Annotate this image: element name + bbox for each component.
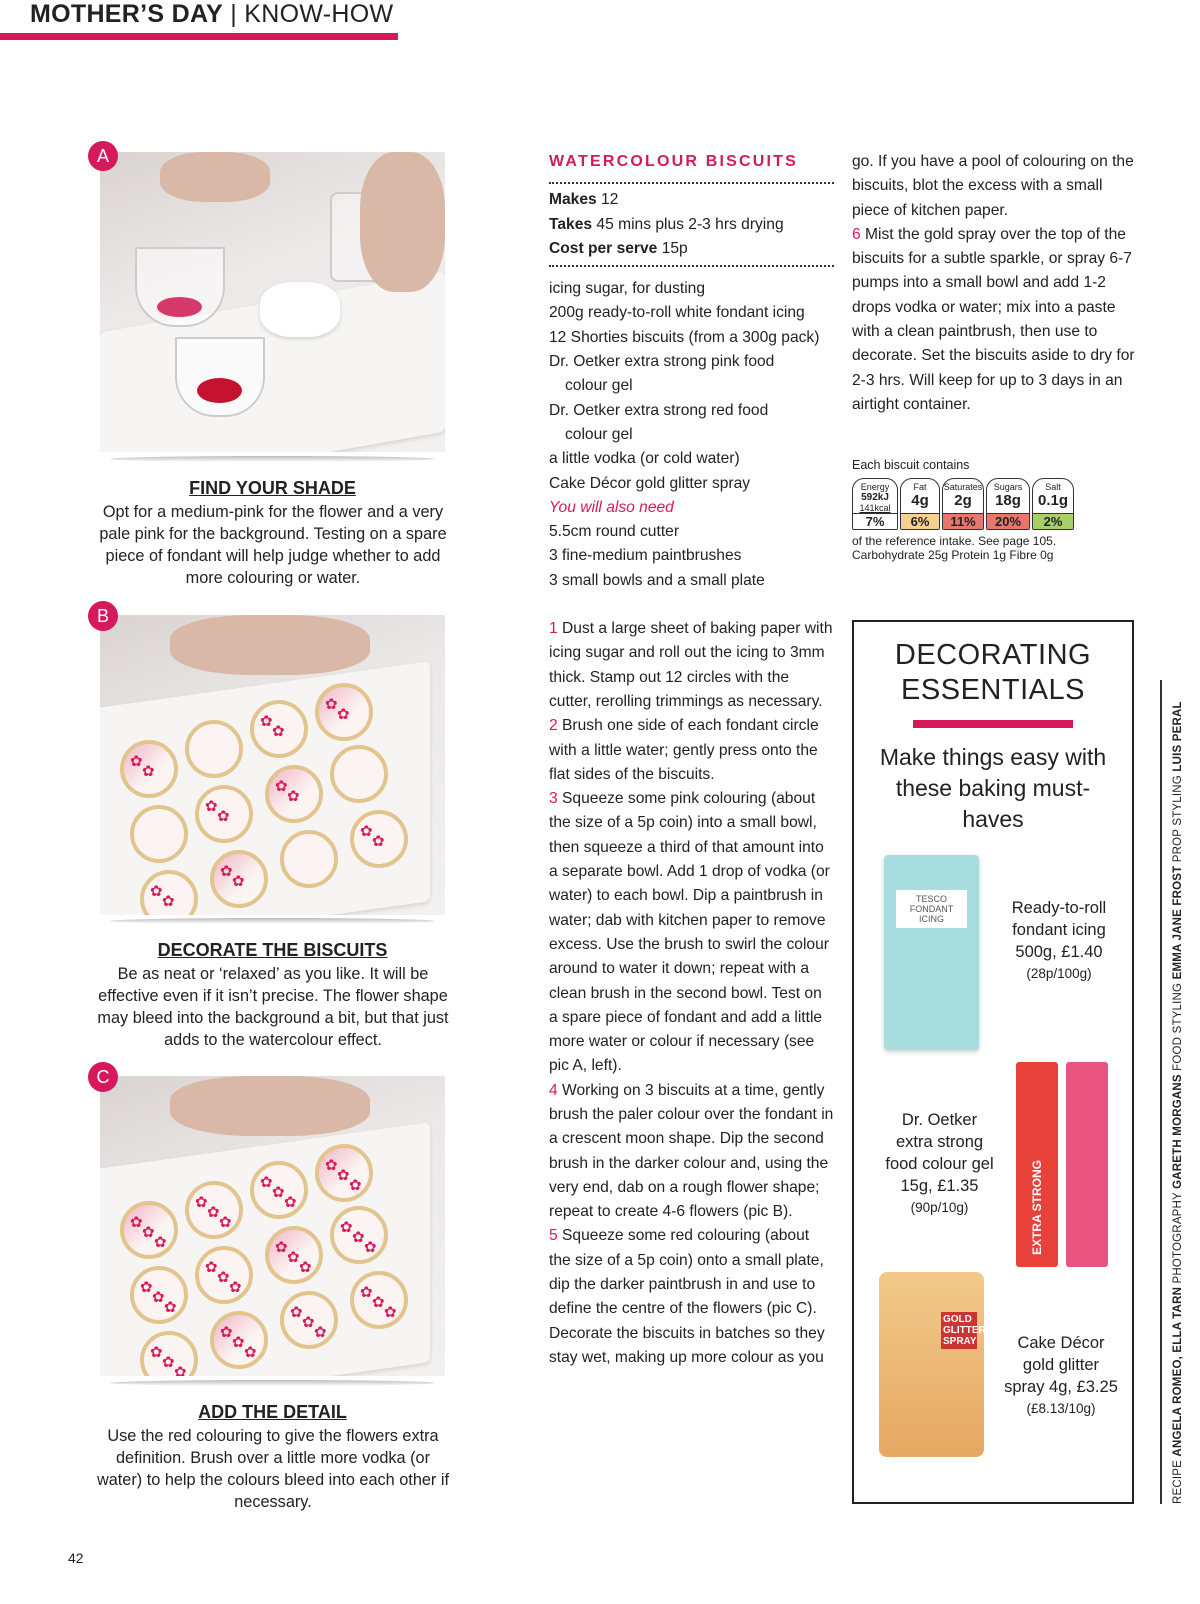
also-need-label: You will also need [549, 498, 674, 516]
step-number: 1 [549, 620, 558, 638]
red-gel-image [1016, 1062, 1058, 1267]
section-name: MOTHER’S DAY [30, 0, 223, 28]
step-a-text: Opt for a medium-pink for the flower and a very pale pink for the background. Testing on a spare piece of fondant will help judge whether to add more colouring or water. [99, 503, 447, 587]
step-text: Mist the gold spray over the top of the biscuits for a subtle sparkle, or spray 6-7 pumps into a small bowl and add 1-2 drops vodka or water; mix into a paste with a clean paintbrush, then use to decorate. Set the biscuits aside to dry for 2-3 hrs. Will keep for up to 3 days in an airtight container. [852, 225, 1135, 413]
biscuit: ✿ ✿ ✿ [280, 1291, 338, 1349]
equipment: 3 fine-medium paintbrushes [549, 547, 742, 565]
biscuit [130, 805, 188, 863]
nutrition-footnote: of the reference intake. See page 105. [852, 534, 1057, 548]
nutrient-percent: 2% [1033, 513, 1073, 529]
product-name: Ready-to-roll fondant icing 500g, £1.40 [1011, 899, 1107, 961]
product-unit-price: (28p/100g) [1026, 966, 1092, 981]
method-continued [852, 150, 1142, 417]
step-text: Brush one side of each fondant circle with a little water; gently press onto the flat sides of the biscuits. [549, 717, 819, 783]
equipment: 5.5cm round cutter [549, 523, 680, 541]
biscuit: ✿ ✿ ✿ [130, 1266, 188, 1324]
nutrition-cell-fat [900, 478, 940, 530]
biscuit: ✿ ✿ ✿ [350, 1271, 408, 1329]
biscuit: ✿ ✿ ✿ [140, 1331, 198, 1376]
step-number: 5 [549, 1227, 558, 1245]
nutrition-panel [852, 458, 1092, 562]
ingredient: Dr. Oetker extra strong pink food [549, 353, 775, 371]
method-step [549, 787, 834, 1079]
step-b-text: Be as neat or ‘relaxed’ as you like. It will be effective even if it isn’t precise. The flower shape may bleed into the background a bit, but that just adds to the watercolour effect. [97, 965, 449, 1049]
nutrient-percent: 6% [901, 513, 939, 529]
pink-gel-image [1066, 1062, 1108, 1267]
ingredient: 200g ready-to-roll white fondant icing [549, 304, 805, 322]
takes-label: Takes [549, 215, 593, 233]
step-number: 2 [549, 717, 558, 735]
nutrient-label: Salt [1045, 482, 1061, 492]
section-topic: KNOW-HOW [244, 0, 394, 28]
pack-label: TESCO FONDANT ICING [896, 890, 967, 928]
cost-label: Cost per serve [549, 239, 658, 257]
biscuit: ✿ ✿ ✿ [250, 1161, 308, 1219]
step-number: 6 [852, 225, 861, 243]
nutrient-label: Energy [860, 482, 890, 492]
cost-value: 15p [661, 239, 688, 257]
biscuit: ✿ ✿ [120, 740, 178, 798]
step-text-continued: go. If you have a pool of colouring on the biscuits, blot the excess with a small piece of kitchen paper. [852, 153, 1134, 219]
ingredient: colour gel [565, 377, 633, 395]
equipment: 3 small bowls and a small plate [549, 571, 765, 589]
biscuit: ✿ ✿ ✿ [185, 1181, 243, 1239]
method-step [549, 714, 834, 787]
recipe-title: WATERCOLOUR BISCUITS [549, 153, 799, 170]
nutrition-cell-energy [852, 478, 898, 530]
biscuit: ✿ ✿ ✿ [330, 1206, 388, 1264]
nutrient-percent: 20% [987, 513, 1029, 529]
ingredient: a little vodka (or cold water) [549, 450, 740, 468]
biscuit: ✿ ✿ ✿ [210, 1311, 268, 1369]
nutrient-value: 2g [954, 492, 972, 509]
nutrient-label: Saturates [943, 482, 983, 492]
credit-role: PHOTOGRAPHY [1172, 1192, 1184, 1284]
method-step [549, 1079, 834, 1225]
photo-step-b [100, 615, 445, 915]
biscuit: ✿ ✿ [250, 700, 308, 758]
product-spray [1002, 1332, 1120, 1420]
separator: | [222, 0, 245, 28]
step-text: Working on 3 biscuits at a time, gently brush the paler colour over the fondant in a crescent moon shape. Dip the second brush in the darker colour and, using the very end, dab on a rough flower shape; repeat to create 4-6 flowers (pic B). [549, 1081, 834, 1221]
product-name: Cake Décor gold glitter spray 4g, £3.25 [1004, 1334, 1118, 1396]
step-text: Squeeze some pink colouring (about the size of a 5p coin) into a small bowl, then squeeze a third of that amount into a separate bowl. Add 1 drop of vodka (or water) to each bowl. Dip a paintbrush in water; dab with kitchen paper to remove excess. Use the brush to swirl the colour around to water it down; repeat with a clean brush in the second bowl. Test on a spare piece of fondant and add a little more water or colour if necessary (see pic A, left). [549, 790, 830, 1075]
biscuit: ✿ ✿ [265, 765, 323, 823]
nutrition-cell-sugars [986, 478, 1030, 530]
decorating-essentials-box [852, 620, 1134, 1504]
header-underline [0, 33, 398, 40]
makes [549, 188, 834, 212]
step-text: Squeeze some red colouring (about the size of a 5p coin) onto a small plate, dip the darker paintbrush in and use to define the centre of the flowers (pic C). Decorate the biscuits in batches so they stay wet, making up more colour as you [549, 1227, 825, 1366]
method-step [549, 1224, 834, 1370]
biscuit: ✿ ✿ [195, 785, 253, 843]
nutrient-label: Fat [913, 482, 927, 492]
nutrition-cell-saturates [942, 478, 984, 530]
credit-name: GARETH MORGANS [1172, 1074, 1184, 1189]
photo-step-c [100, 1076, 445, 1376]
product-gel [882, 1109, 997, 1219]
nutrient-value: 18g [995, 492, 1021, 509]
nutrient-label: Sugars [993, 482, 1023, 492]
ingredient: icing sugar, for dusting [549, 280, 706, 298]
biscuit: ✿ ✿ ✿ [195, 1246, 253, 1304]
biscuit [185, 720, 243, 778]
nutrient-value: 0.1g [1037, 492, 1068, 509]
biscuit: ✿ ✿ [210, 850, 268, 908]
nutrient-percent: 11% [943, 513, 983, 529]
product-name: Dr. Oetker extra strong food colour gel 15g, £1.35 [885, 1111, 994, 1195]
ingredient: Cake Décor gold glitter spray [549, 474, 751, 492]
product-unit-price: (£8.13/10g) [1026, 1401, 1096, 1416]
page-number: 42 [68, 1550, 84, 1566]
box-title-1: DECORATING [894, 639, 1092, 671]
credit-name: ANGELA ROMEO, ELLA TARN [1172, 1286, 1184, 1457]
credits-divider [1160, 680, 1162, 1504]
credit-role: PROP STYLING [1172, 775, 1184, 863]
makes-label: Makes [549, 191, 597, 209]
section-header [30, 0, 393, 29]
cost [549, 237, 834, 261]
fondant-pack-image [884, 855, 979, 1050]
pack-label: EXTRA STRONG [1030, 1160, 1044, 1255]
credit-name: LUIS PERAL [1172, 701, 1184, 772]
badge-c: C [88, 1062, 118, 1092]
nutrition-heading: Each biscuit contains [852, 458, 970, 472]
step-c-title: ADD THE DETAIL [198, 1402, 347, 1422]
method-step [852, 223, 1142, 417]
nutrient-percent: 7% [853, 513, 897, 529]
credit-name: EMMA JANE FROST [1172, 865, 1184, 980]
takes [549, 213, 834, 237]
biscuit: ✿ ✿ ✿ [315, 1144, 373, 1202]
step-b-title: DECORATE THE BISCUITS [157, 940, 388, 960]
glitter-spray-image [879, 1272, 984, 1457]
biscuit [330, 745, 388, 803]
nutrition-extra: Carbohydrate 25g Protein 1g Fibre 0g [852, 548, 1054, 562]
nutrient-value: 592kJ [861, 492, 889, 503]
biscuit: ✿ ✿ [315, 683, 373, 741]
pack-label: GOLD GLITTER SPRAY [943, 1314, 986, 1347]
credit-role: FOOD STYLING [1172, 982, 1184, 1071]
box-title [854, 638, 1132, 708]
credits [1172, 701, 1184, 1504]
takes-value: 45 mins plus 2-3 hrs drying [596, 215, 784, 233]
product-unit-price: (90p/10g) [910, 1200, 969, 1215]
ingredient: Dr. Oetker extra strong red food [549, 401, 769, 419]
makes-value: 12 [601, 191, 619, 209]
recipe-column [549, 150, 834, 1370]
value-kcal: 141kcal [859, 503, 891, 513]
step-number: 3 [549, 790, 558, 808]
ingredient: 12 Shorties biscuits (from a 300g pack) [549, 328, 820, 346]
badge-a: A [88, 141, 118, 171]
biscuit: ✿ ✿ [350, 810, 408, 868]
step-a-title: FIND YOUR SHADE [189, 478, 356, 498]
box-subtitle: Make things easy with these baking must-haves [879, 744, 1107, 832]
method-step [549, 617, 834, 714]
biscuit: ✿ ✿ ✿ [120, 1201, 178, 1259]
photo-step-a [100, 152, 445, 452]
product-fondant [1004, 897, 1114, 985]
badge-b: B [88, 601, 118, 631]
ingredient: colour gel [565, 425, 633, 443]
box-title-2: ESSENTIALS [901, 674, 1085, 706]
step-text: Dust a large sheet of baking paper with icing sugar and roll out the icing to 3mm thick. Stamp out 12 circles with the cutter, rerolling trimmings as necessary. [549, 620, 833, 710]
biscuit: ✿ ✿ ✿ [265, 1226, 323, 1284]
biscuit [280, 830, 338, 888]
credit-role: RECIPE [1172, 1459, 1184, 1504]
biscuit: ✿ ✿ [140, 870, 198, 915]
step-c-text: Use the red colouring to give the flowers extra definition. Brush over a little more vodka (or water) to help the colours bleed into each other if necessary. [96, 1427, 450, 1511]
step-number: 4 [549, 1081, 558, 1099]
nutrient-value: 4g [911, 492, 929, 509]
nutrition-cell-salt [1032, 478, 1074, 530]
